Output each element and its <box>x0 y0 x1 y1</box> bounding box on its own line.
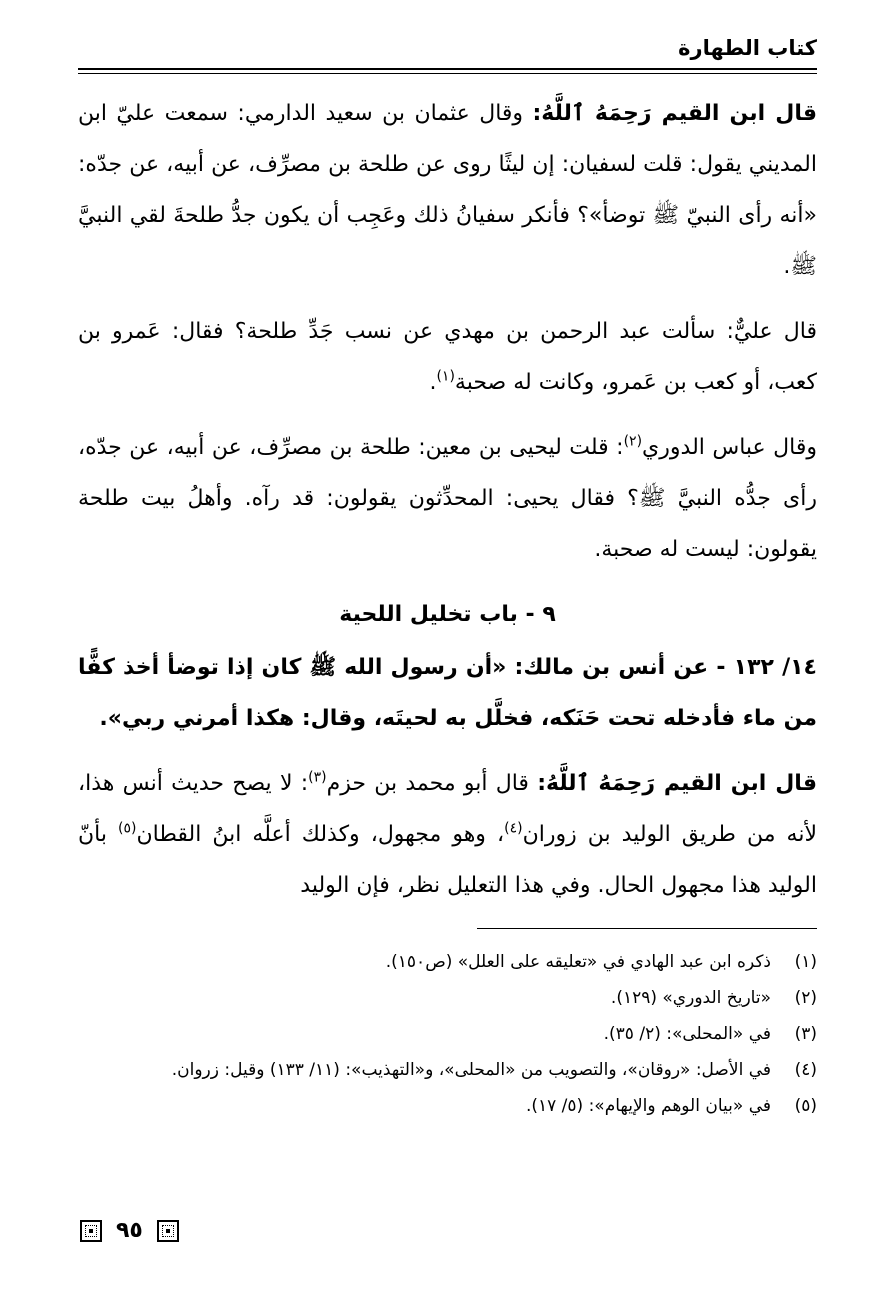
footnote <box>78 980 817 1016</box>
paragraph-5 <box>78 758 817 911</box>
footnote <box>78 944 817 980</box>
ornament-icon <box>80 1220 102 1242</box>
footnote-ref[interactable]: (٣) <box>308 769 327 786</box>
footnote-ref[interactable]: (٤) <box>504 820 523 837</box>
footnote-number: (١) <box>794 952 817 972</box>
folio <box>80 1218 179 1243</box>
footnote-text: في الأصل: «روقان»، والتصويب من «المحلى»، و«التهذيب»: (١١/ ١٣٣) وقيل: زروان. <box>171 1060 771 1080</box>
footnote-number: (٥) <box>794 1096 817 1116</box>
chapter-heading: ٩ - باب تخليل اللحية <box>339 602 556 627</box>
footnote <box>78 1088 817 1124</box>
footnote-ref[interactable]: (٢) <box>623 433 643 450</box>
running-header: كتاب الطهارة <box>678 36 817 60</box>
footnote-number: (٤) <box>794 1060 817 1080</box>
footnote-ref[interactable]: (١) <box>436 368 455 385</box>
footnote <box>78 1052 817 1088</box>
footnote-text: «تاريخ الدوري» (١٢٩). <box>610 988 771 1008</box>
paragraph-end: . <box>429 370 437 395</box>
paragraph-text: : قلت ليحيى بن معين: طلحة بن مصرِّف، عن أبيه، عن جدّه، رأى جدُّه النبيَّ ﷺ؟ فقال يحيى: المحدِّثون يقولون: قد رآه. وأهلُ بيت طلحة يقولون: ليست له صحبة. <box>78 435 817 562</box>
paragraph-text: وقال عباس الدوري <box>642 435 817 460</box>
paragraph-text: ، وهو مجهول، وكذلك أعلَّه ابنُ القطان <box>136 822 505 847</box>
paragraph-text: وقال عثمان بن سعيد الدارمي: سمعت عليّ ابن المديني يقول: قلت لسفيان: إن ليثًا روى عن طلحة بن مصرِّف، عن أبيه، عن جدّه: «أنه رأى النبيّ ﷺ توضأ»؟ فأنكر سفيانُ ذلك وعَجِب أن يكون جدُّ طلحةَ لقي النبيَّ ﷺ. <box>78 101 817 279</box>
hadith-text: ١٤/ ١٣٢ - عن أنس بن مالك: «أن رسول الله ﷺ كان إذا توضأ أخذ كفًّا من ماء فأدخله تحت حَنَكه، فخلَّل به لحيتَه، وقال: هكذا أمرني ربي». <box>78 655 817 731</box>
footnotes <box>78 944 817 1124</box>
footnote-ref[interactable]: (٥) <box>118 820 137 837</box>
paragraph-text: قال عليٌّ: سألت عبد الرحمن بن مهدي عن نسب جَدِّ طلحة؟ فقال: عَمرو بن كعب، أو كعب بن عَمرو، وكانت له صحبة <box>78 319 817 395</box>
paragraph-text: قال أبو محمد بن حزم <box>326 771 538 796</box>
footnote-number: (٢) <box>794 988 817 1008</box>
footnote-text: في «المحلى»: (٢/ ٣٥). <box>603 1024 771 1044</box>
footnote <box>78 1016 817 1052</box>
paragraph-2 <box>78 306 817 408</box>
footnote-separator <box>477 928 817 929</box>
paragraph-text: بأنّ الوليد هذا مجهول الحال. وفي هذا التعليل نظر، فإن الوليد <box>78 822 817 898</box>
paragraph-text: : لا يصح حديث أنس هذا، لأنه من طريق الوليد بن زوران <box>78 771 817 847</box>
header-rule-thick <box>78 68 817 70</box>
page-number: ٩٥ <box>116 1218 143 1243</box>
paragraph-1 <box>78 88 817 292</box>
footnote-number: (٣) <box>794 1024 817 1044</box>
paragraph-lead: قال ابن القيم رَحِمَهُ ٱللَّهُ: <box>532 101 817 126</box>
header-rule-thin <box>78 73 817 74</box>
footnote-text: في «بيان الوهم والإيهام»: (٥/ ١٧). <box>525 1096 771 1116</box>
footnote-text: ذكره ابن عبد الهادي في «تعليقه على العلل» (ص١٥٠). <box>385 952 771 972</box>
paragraph-lead: قال ابن القيم رَحِمَهُ ٱللَّهُ: <box>537 771 817 796</box>
main-text <box>78 88 817 925</box>
paragraph-3 <box>78 422 817 575</box>
ornament-icon <box>157 1220 179 1242</box>
